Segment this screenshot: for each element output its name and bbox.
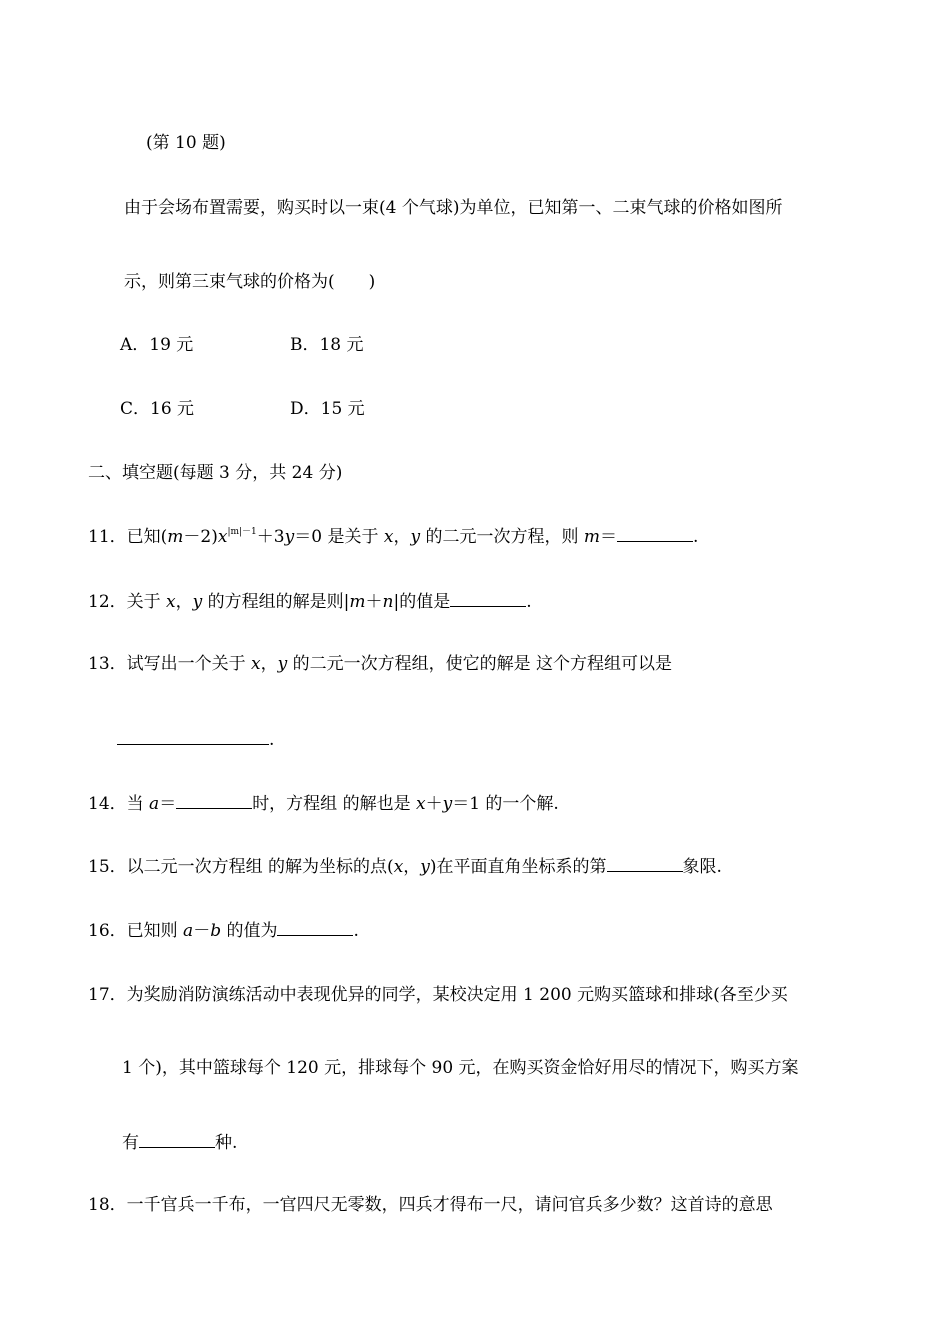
q15-text: 象限. (682, 857, 722, 877)
var-x: x (217, 527, 228, 547)
q11-text: －2) (183, 527, 218, 547)
exponent: |m|－1 (227, 527, 257, 537)
q10-option-a: A．19 元 (120, 335, 194, 355)
q15 (88, 854, 722, 879)
period: . (269, 730, 275, 750)
q16-text: 已知则 (126, 921, 184, 941)
var-y: y (192, 592, 203, 612)
q15-text: )在平面直角坐标系的第 (429, 857, 607, 877)
question-number: 11． (88, 527, 127, 547)
q17-line1 (88, 983, 788, 1007)
var-x: x (383, 527, 394, 547)
period: . (692, 527, 699, 547)
q16-text: － (193, 921, 211, 941)
q11-text: ， (393, 527, 411, 547)
q17-text: 种. (215, 1133, 238, 1153)
q13 (88, 652, 672, 676)
q13-answer-line (117, 727, 274, 752)
var-m: m (349, 592, 366, 612)
var-x: x (166, 592, 176, 612)
q13-text: 的二元一次方程组，使它的解是 这个方程组可以是 (287, 654, 673, 674)
q15-text: 以二元一次方程组 的解为坐标的点( (126, 857, 394, 877)
q15-text: ， (403, 857, 421, 877)
question-number: 12． (88, 592, 127, 612)
question-number: 17． (88, 985, 127, 1005)
var-x: x (416, 794, 426, 814)
period: . (353, 921, 359, 941)
question-number: 15． (88, 857, 127, 877)
var-m: m (167, 527, 184, 547)
q14-text: 时，方程组 的解也是 (252, 794, 416, 814)
answer-blank (607, 854, 683, 872)
var-n: n (382, 592, 394, 612)
q18-text: 一千官兵一千布，一官四尺无零数，四兵才得布一尺，请问官兵多少数？这首诗的意思 (126, 1195, 773, 1215)
q11-text: ＝ (599, 527, 617, 547)
answer-blank (176, 791, 252, 809)
q11-text: 已知( (126, 527, 168, 547)
q12-text: |的值是 (393, 592, 451, 612)
q14-text: ＋ (425, 794, 443, 814)
q12-text: 的方程组的解是则| (202, 592, 350, 612)
q10-option-b: B．18 元 (290, 335, 364, 355)
q17-line3 (122, 1130, 237, 1155)
question-number: 14． (88, 794, 127, 814)
q12-text: ， (175, 592, 193, 612)
answer-blank (450, 589, 526, 607)
section-title: 二、填空题(每题 3 分，共 24 分) (88, 463, 343, 483)
q14-text: ＝ (159, 794, 177, 814)
q16-text: 的值为 (221, 921, 278, 941)
var-x: x (251, 654, 261, 674)
var-m: m (583, 527, 600, 547)
q10-option-c: C．16 元 (120, 399, 195, 419)
q17-text: 为奖励消防演练活动中表现优异的同学，某校决定用 1 200 元购买篮球和排球(各至少买 (126, 985, 788, 1005)
q10-text-line1: 由于会场布置需要，购买时以一束(4 个气球)为单位，已知第一、二束气球的价格如图所 (124, 198, 783, 218)
q13-text: ， (260, 654, 278, 674)
answer-blank (277, 918, 353, 936)
q12-text: ＋ (365, 592, 383, 612)
q14-text: 当 (126, 794, 150, 814)
q18-line1 (88, 1193, 773, 1217)
q11-text: 的二元一次方程，则 (420, 527, 584, 547)
answer-blank (139, 1130, 215, 1148)
var-y: y (420, 857, 430, 877)
q10-text-line2: 示，则第三束气球的价格为( ) (124, 272, 376, 292)
q14-text: ＝1 的一个解. (452, 794, 559, 814)
q17-line2: 1 个)，其中篮球每个 120 元，排球每个 90 元，在购买资金恰好用尽的情况下，购买方案 (122, 1058, 799, 1078)
q12-text: 关于 (126, 592, 167, 612)
question-number: 18． (88, 1195, 127, 1215)
answer-blank (117, 727, 269, 745)
period: . (526, 592, 532, 612)
q12 (88, 589, 532, 614)
question-number: 16． (88, 921, 127, 941)
answer-blank (617, 524, 693, 542)
q10-option-d: D．15 元 (290, 399, 365, 419)
var-a: a (149, 794, 160, 814)
var-y: y (410, 527, 421, 547)
q14 (88, 791, 559, 816)
q11-text: ＝0 是关于 (294, 527, 384, 547)
var-b: b (210, 921, 222, 941)
q11 (88, 524, 698, 549)
question-number: 13． (88, 654, 127, 674)
figure-caption: (第 10 题) (146, 133, 226, 153)
q17-text: 有 (122, 1133, 139, 1153)
var-y: y (277, 654, 288, 674)
q16 (88, 918, 359, 943)
var-x: x (393, 857, 404, 877)
q11-text: ＋3 (256, 527, 285, 547)
var-a: a (183, 921, 194, 941)
var-y: y (284, 527, 295, 547)
q13-text: 试写出一个关于 (126, 654, 252, 674)
var-y: y (442, 794, 453, 814)
